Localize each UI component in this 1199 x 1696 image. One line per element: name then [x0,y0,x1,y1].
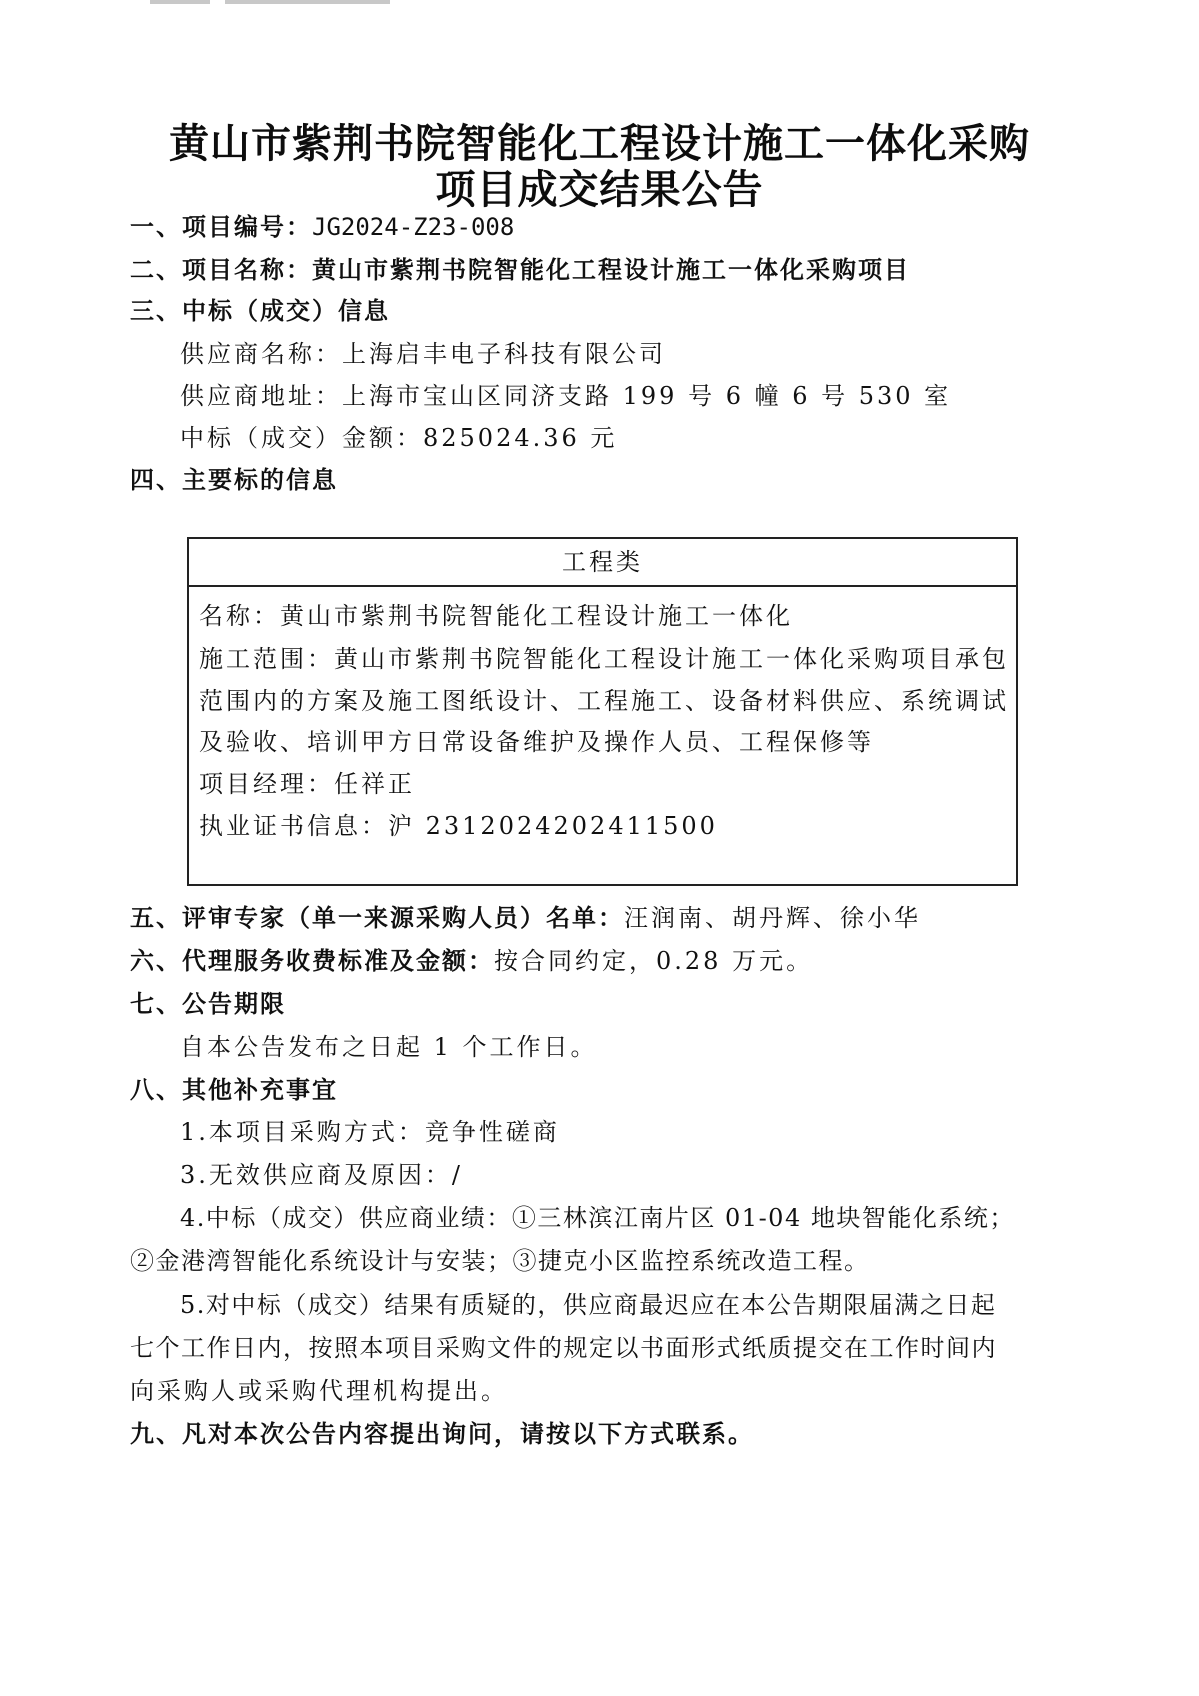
scan-artifact [225,0,390,4]
project-name-value: 黄山市紫荆书院智能化工程设计施工一体化采购项目 [312,256,910,284]
table-subject-name: 名称：黄山市紫荆书院智能化工程设计施工一体化 [199,602,793,630]
table-scope-line-3: 及验收、培训甲方日常设备维护及操作人员、工程保修等 [199,728,874,756]
project-number-value: JG2024-Z23-008 [312,213,515,241]
main-subject-heading: 四、主要标的信息 [130,466,338,494]
subject-info-table [187,537,1018,886]
other-item-5-line-3: 向采购人或采购代理机构提出。 [130,1377,508,1405]
table-project-manager: 项目经理：任祥正 [199,770,415,798]
review-experts-row [130,903,921,933]
award-info-heading: 三、中标（成交）信息 [130,297,390,325]
other-item-1: 1.本项目采购方式：竞争性磋商 [180,1118,560,1146]
table-header: 工程类 [189,539,1016,587]
table-scope-line-2: 范围内的方案及施工图纸设计、工程施工、设备材料供应、系统调试 [199,687,1009,715]
table-certificate-info: 执业证书信息：沪 2312024202411500 [199,812,718,840]
agency-fee-label: 六、代理服务收费标准及金额： [130,947,494,975]
project-number-label: 一、项目编号： [130,213,312,241]
other-item-4-line-1: 4.中标（成交）供应商业绩：①三林滨江南片区 01-04 地块智能化系统； [180,1204,1015,1232]
project-name-row [130,255,910,285]
supplier-address: 供应商地址：上海市宝山区同济支路 199 号 6 幢 6 号 530 室 [180,382,952,410]
other-item-3: 3.无效供应商及原因：/ [180,1161,463,1189]
notice-period-text: 自本公告发布之日起 1 个工作日。 [180,1033,598,1061]
table-scope-line-1: 施工范围：黄山市紫荆书院智能化工程设计施工一体化采购项目承包 [199,645,1009,673]
supplier-name: 供应商名称：上海启丰电子科技有限公司 [180,340,666,368]
other-item-5-line-1: 5.对中标（成交）结果有质疑的，供应商最迟应在本公告期限届满之日起 [180,1291,997,1319]
inquiry-heading: 九、凡对本次公告内容提出询问，请按以下方式联系。 [130,1420,754,1448]
review-experts-value: 汪润南、胡丹辉、徐小华 [624,904,921,932]
other-item-5-line-2: 七个工作日内，按照本项目采购文件的规定以书面形式纸质提交在工作时间内 [130,1334,997,1362]
scan-artifact [150,0,210,4]
award-amount: 中标（成交）金额：825024.36 元 [180,424,618,452]
agency-fee-row [130,946,813,976]
review-experts-label: 五、评审专家（单一来源采购人员）名单： [130,904,624,932]
other-item-4-line-2: ②金港湾智能化系统设计与安装；③捷克小区监控系统改造工程。 [130,1247,870,1275]
notice-period-heading: 七、公告期限 [130,990,286,1018]
other-matters-heading: 八、其他补充事宜 [130,1076,338,1104]
project-name-label: 二、项目名称： [130,256,312,284]
project-number-row [130,212,514,242]
document-title-line-1: 黄山市紫荆书院智能化工程设计施工一体化采购 [169,120,1030,167]
agency-fee-value: 按合同约定，0.28 万元。 [494,947,814,975]
document-title-line-2: 项目成交结果公告 [435,166,764,213]
